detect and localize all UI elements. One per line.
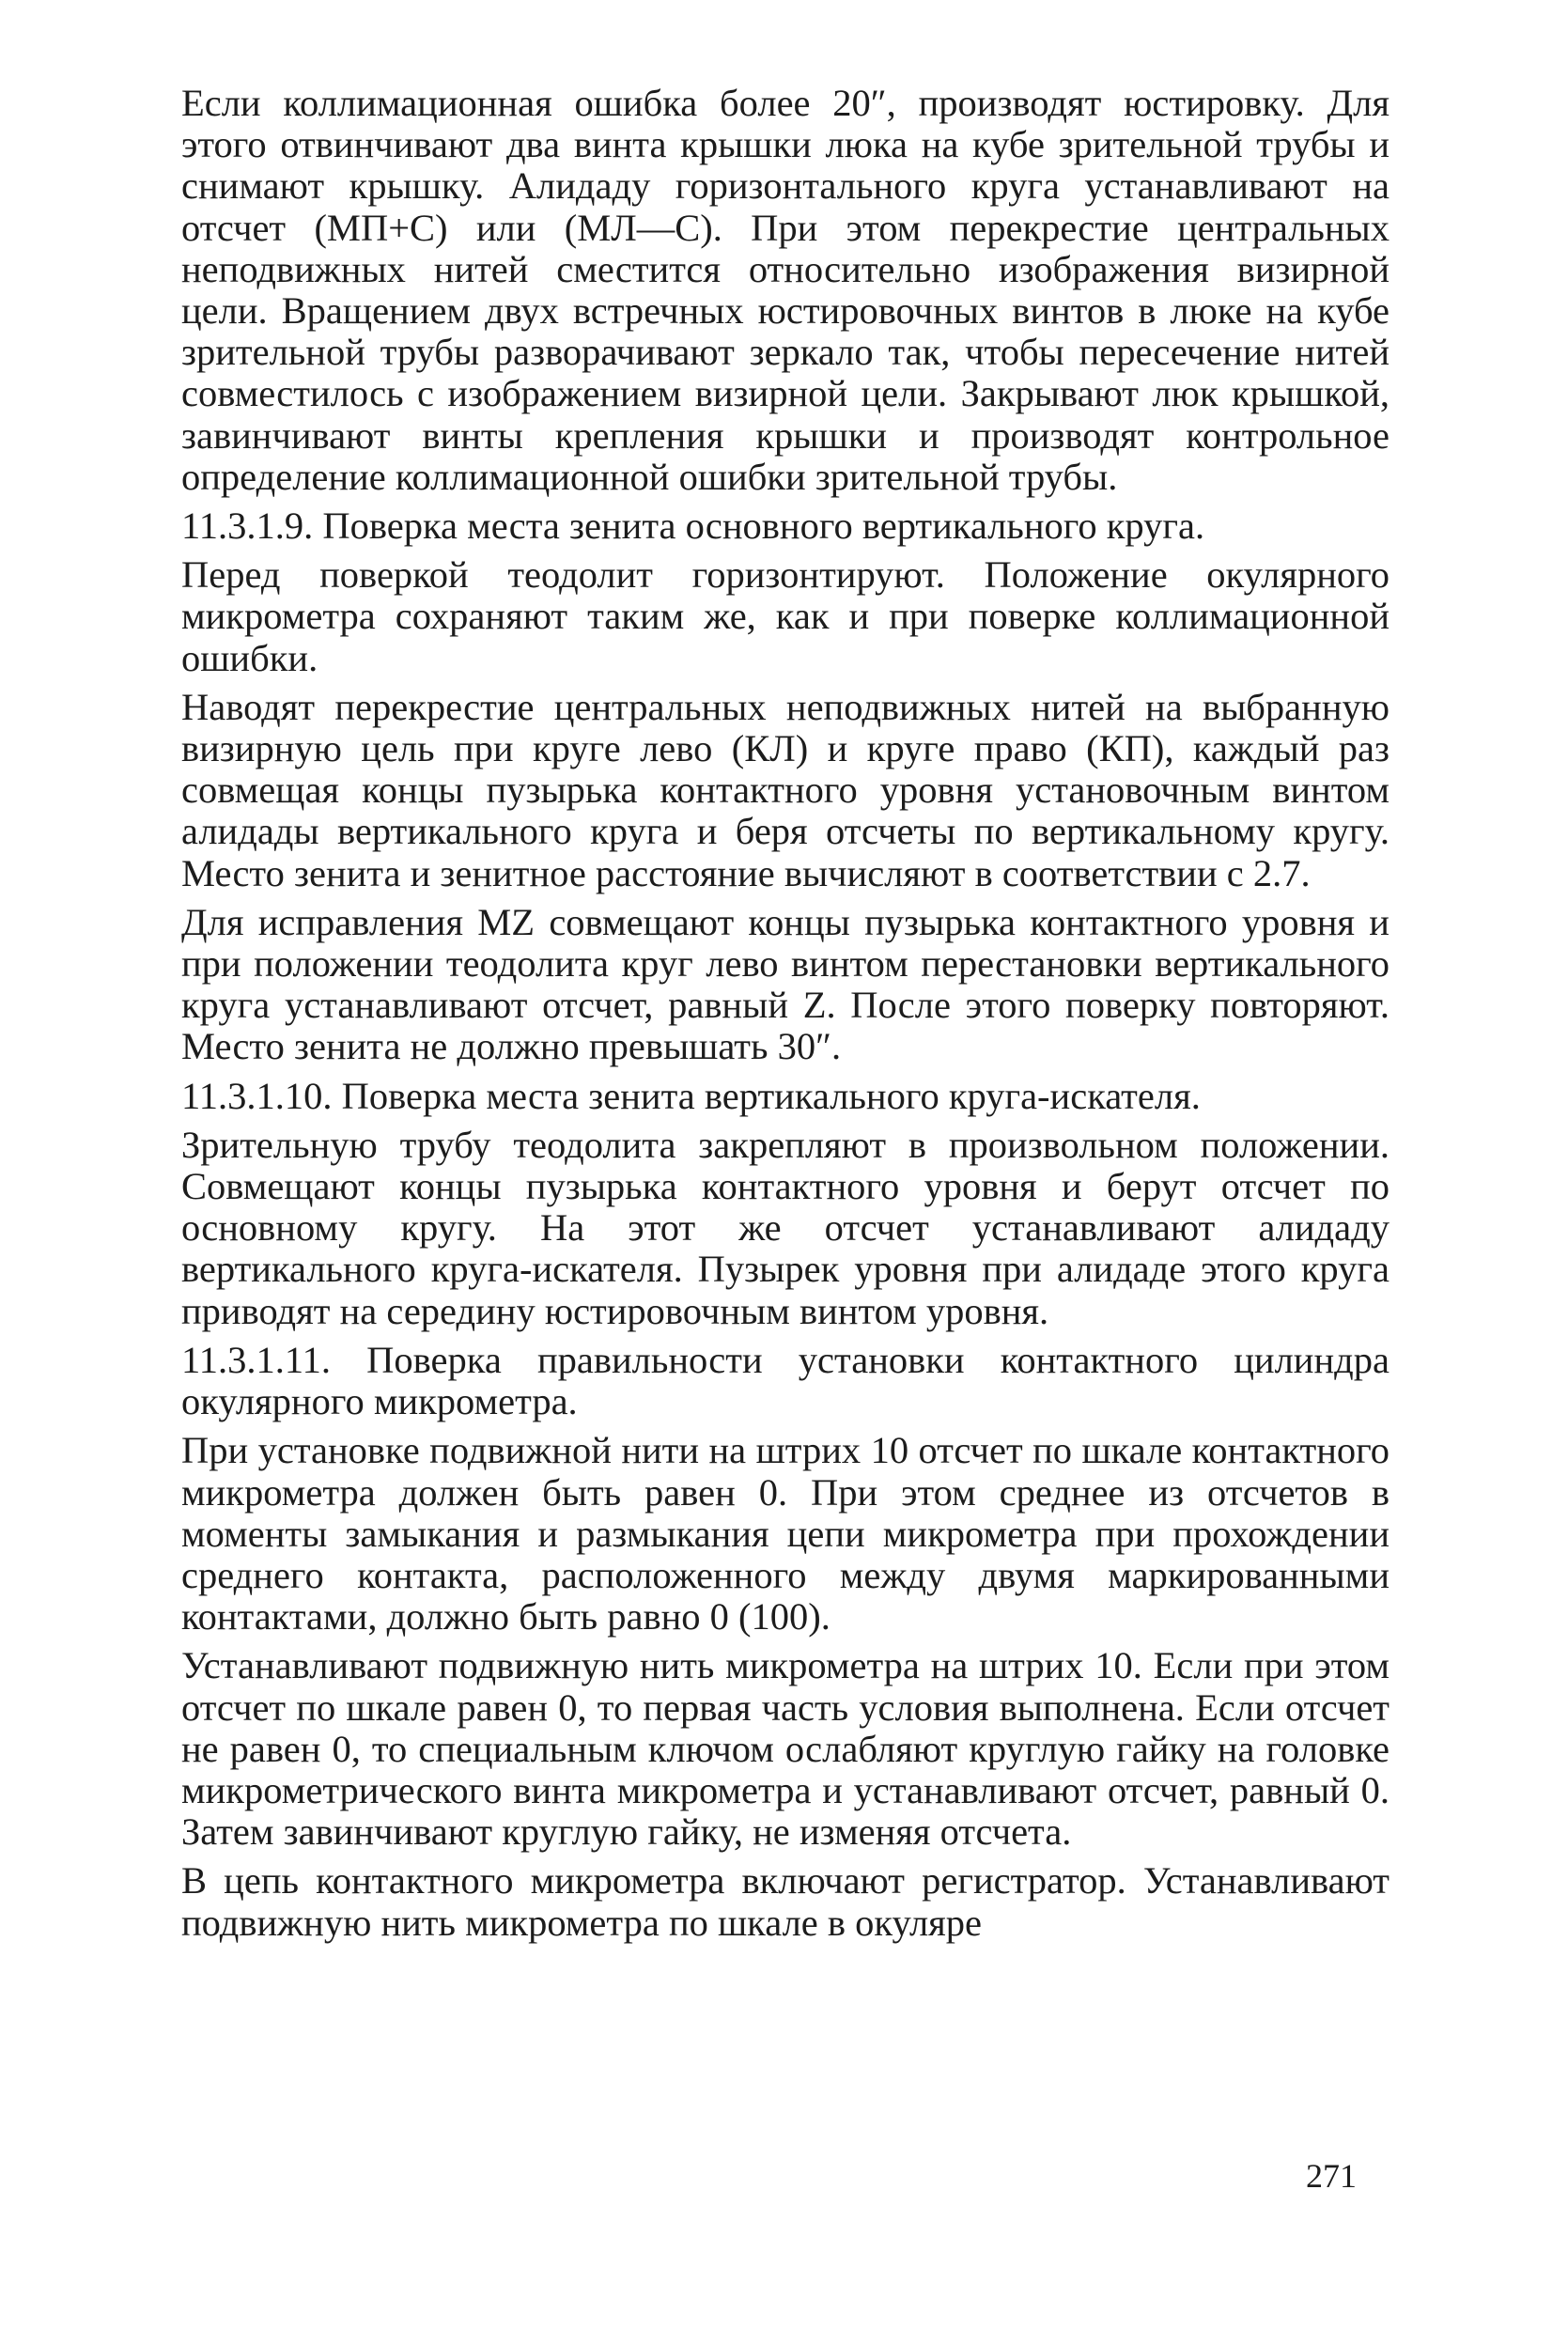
paragraph-micrometer-setup: Устанавливают подвижную нить микрометра на штрих 10. Если при этом отсчет по шкале равен 0, то первая часть условия выполнена. Если отсчет не равен 0, то специальным ключом ослабляют круглую гайку на головке микрометрического винта микрометра и устанавливают отсчет, равный 0. Затем завинчивают круглую гайку, не изменяя отсчета. [181, 1644, 1389, 1854]
page-body [181, 83, 1389, 1951]
paragraph-finder-circle: Зрительную трубу теодолита закрепляют в произвольном положении. Совмещают концы пузырька контактного уровня и берут отсчет по основному кругу. На этот же отсчет устанавливают алидаду вертикального круга-искателя. Пузырек уровня при алидаде этого круга приводят на середину юстировочным винтом уровня. [181, 1123, 1389, 1332]
paragraph-registrar: В цепь контактного микрометра включают регистратор. Устанавливают подвижную нить микрометра по шкале в окуляре [181, 1859, 1389, 1944]
section-heading-11-3-1-11: 11.3.1.11. Поверка правильности установки контактного цилиндра окулярного микрометра. [181, 1338, 1389, 1423]
paragraph-leveling: Перед поверкой теодолит горизонтируют. Положение окулярного микрометра сохраняют таким же, как и при поверке коллимационной ошибки. [181, 553, 1389, 679]
section-heading-11-3-1-9: 11.3.1.9. Поверка места зенита основного вертикального круга. [181, 505, 1205, 548]
paragraph-collimation-adjustment: Если коллимационная ошибка более 20″, производят юстировку. Для этого отвинчивают два винта крышки люка на кубе зрительной трубы и снимают крышку. Алидаду горизонтального круга устанавливают на отсчет (МП+С) или (МЛ—С). При этом перекрестие центральных неподвижных нитей сместится относительно изображения визирной цели. Вращением двух встречных юстировочных винтов в люке на кубе зрительной трубы разворачивают зеркало так, чтобы пересечение нитей совместилось с изображением визирной цели. Закрывают люк крышкой, завинчивают винты крепления крышки и производят контрольное определение коллимационной ошибки зрительной трубы. [181, 82, 1389, 498]
paragraph-mz-correction: Для исправления MZ совмещают концы пузырька контактного уровня и при положении теодолита круг лево винтом перестановки вертикального круга устанавливают отсчет, равный Z. После этого поверку повторяют. Место зенита не должно превышать 30″. [181, 900, 1389, 1068]
paragraph-micrometer-condition: При установке подвижной нити на штрих 10 отсчет по шкале контактного микрометра должен быть равен 0. При этом среднее из отсчетов в моменты замыкания и размыкания цепи микрометра при прохождении среднего контакта, расположенного между двумя маркированными контактами, должно быть равно 0 (100). [181, 1429, 1389, 1638]
paragraph-zenith-measurement: Наводят перекрестие центральных неподвижных нитей на выбранную визирную цель при круге лево (КЛ) и круге право (КП), каждый раз совмещая концы пузырька контактного уровня установочным винтом алидады вертикального круга и беря отсчеты по вертикальному кругу. Место зенита и зенитное расстояние вычисляют в соответствии с 2.7. [181, 685, 1389, 894]
section-heading-11-3-1-10: 11.3.1.10. Поверка места зенита вертикального круга-искателя. [181, 1074, 1201, 1117]
page-number: 271 [1306, 2157, 1357, 2195]
